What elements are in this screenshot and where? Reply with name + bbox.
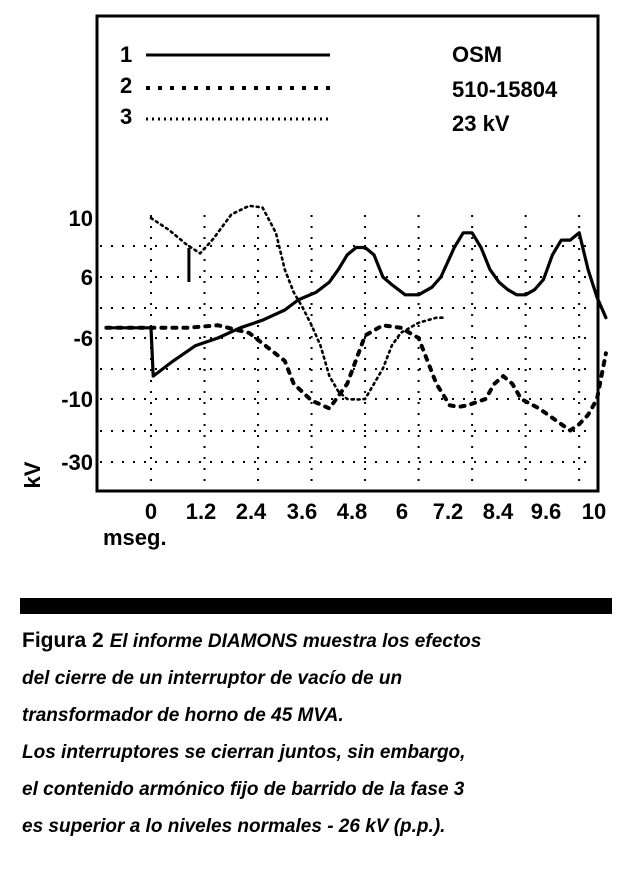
- y-tick-label: 10: [68, 206, 93, 231]
- x-tick-label: 7.2: [432, 499, 464, 524]
- y-tick-label: 6: [80, 265, 93, 290]
- legend-label-3: 3: [120, 104, 133, 129]
- x-axis-label: mseg.: [103, 525, 167, 550]
- figure-label: Figura 2: [22, 629, 104, 652]
- x-tick-label: 10: [581, 499, 607, 524]
- x-tick-label: 3.6: [286, 499, 318, 524]
- series-line-2: [106, 325, 606, 430]
- x-tick-label: 2.4: [235, 499, 267, 524]
- legend-label-2: 2: [120, 73, 133, 98]
- meta-voltage: 23 kV: [452, 111, 510, 136]
- caption-line-3: transformador de horno de 45 MVA.: [22, 705, 344, 726]
- x-tick-label: 6: [395, 499, 409, 524]
- caption-separator: [20, 598, 612, 614]
- legend-label-1: 1: [120, 42, 133, 67]
- x-tick-label: 8.4: [482, 499, 514, 524]
- x-tick-label: 1.2: [185, 499, 217, 524]
- x-tick-label: 0: [144, 499, 158, 524]
- legend: [120, 42, 330, 129]
- caption-line-1: [22, 622, 622, 660]
- y-axis-label: kV: [20, 461, 45, 489]
- x-tick-label: 9.6: [530, 499, 562, 524]
- x-tick-labels: [145, 499, 606, 524]
- meta-id: 510-15804: [452, 77, 558, 102]
- meta-block: [452, 42, 558, 136]
- figure-caption: [22, 622, 622, 845]
- caption-text-1: El informe DIAMONS muestra los efectos: [109, 631, 482, 652]
- y-tick-labels: [61, 206, 93, 475]
- x-tick-label: 4.8: [336, 499, 368, 524]
- series-layer: [106, 206, 606, 431]
- caption-line-6: es superior a lo niveles normales - 26 kV (p.p.).: [22, 816, 446, 837]
- caption-line-5: el contenido armónico fijo de barrido de la fase 3: [22, 779, 465, 800]
- caption-line-4: Los interruptores se cierran juntos, sin embargo,: [22, 742, 466, 763]
- meta-model: OSM: [452, 42, 503, 67]
- y-tick-label: -6: [73, 326, 93, 351]
- series-line-3: [151, 206, 445, 400]
- y-tick-label: -10: [61, 387, 93, 412]
- y-tick-label: -30: [61, 450, 93, 475]
- caption-line-2: del cierre de un interruptor de vacío de un: [22, 668, 403, 689]
